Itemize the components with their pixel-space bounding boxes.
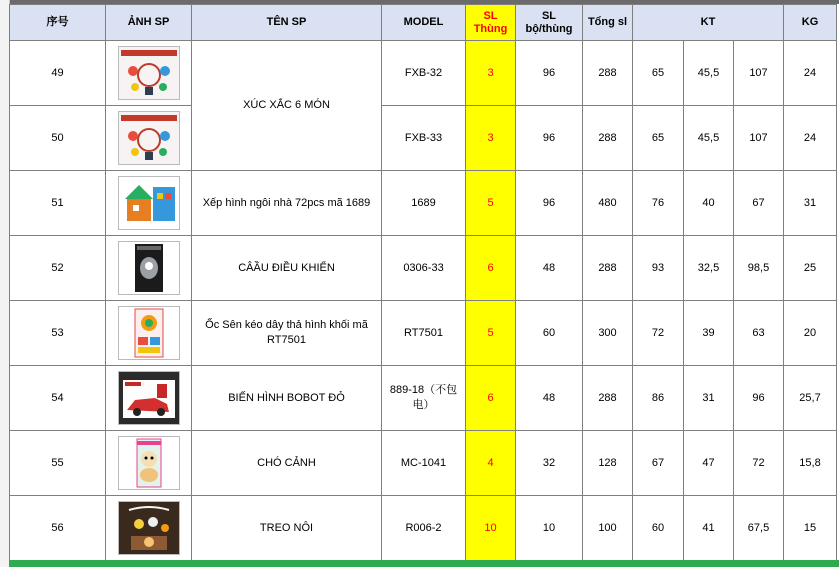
cell-kg[interactable]: 24 (784, 41, 837, 106)
product-table (9, 4, 837, 561)
cell-kt-width[interactable]: 41 (684, 496, 734, 561)
cell-stt[interactable]: 52 (10, 236, 106, 301)
cell-total[interactable]: 100 (583, 496, 633, 561)
header-sl-thung-line2: Thùng (473, 22, 508, 35)
table-row (10, 171, 837, 236)
cell-name[interactable]: TREO NÔI (192, 496, 382, 561)
cell-stt[interactable]: 55 (10, 431, 106, 496)
cell-kt-height[interactable]: 96 (734, 366, 784, 431)
header-sl-thung[interactable] (466, 5, 516, 41)
cell-image[interactable] (106, 106, 192, 171)
cell-stt[interactable]: 53 (10, 301, 106, 366)
cell-sl-thung[interactable]: 3 (466, 41, 516, 106)
cell-sl-bo[interactable]: 10 (516, 496, 583, 561)
cell-kt-width[interactable]: 47 (684, 431, 734, 496)
cell-total[interactable]: 288 (583, 236, 633, 301)
header-image[interactable]: ẢNH SP (106, 5, 192, 41)
cell-kt-height[interactable]: 72 (734, 431, 784, 496)
header-kg[interactable]: KG (784, 5, 837, 41)
cell-model[interactable]: MC-1041 (382, 431, 466, 496)
cell-kt-width[interactable]: 40 (684, 171, 734, 236)
cell-kt-width[interactable]: 45,5 (684, 41, 734, 106)
cell-name[interactable]: CHÓ CẢNH (192, 431, 382, 496)
cell-sl-thung[interactable]: 5 (466, 301, 516, 366)
table-row (10, 366, 837, 431)
cell-kg[interactable]: 24 (784, 106, 837, 171)
cell-sl-bo[interactable]: 48 (516, 236, 583, 301)
cell-model[interactable]: R006-2 (382, 496, 466, 561)
cell-model[interactable]: 1689 (382, 171, 466, 236)
cell-sl-bo[interactable]: 96 (516, 41, 583, 106)
thumb-dice-set[interactable] (118, 46, 180, 100)
cell-sl-bo[interactable]: 96 (516, 106, 583, 171)
table-row (10, 301, 837, 366)
table-row (10, 236, 837, 301)
cell-model[interactable]: FXB-33 (382, 106, 466, 171)
thumb-rc-toy[interactable] (118, 241, 180, 295)
cell-total[interactable]: 288 (583, 366, 633, 431)
next-row-band (9, 560, 839, 567)
cell-kt-height[interactable]: 107 (734, 106, 784, 171)
thumb-block-house[interactable] (118, 176, 180, 230)
thumb-toy-dog[interactable] (118, 436, 180, 490)
cell-sl-bo[interactable]: 48 (516, 366, 583, 431)
header-model[interactable]: MODEL (382, 5, 466, 41)
cell-kt-length[interactable]: 65 (633, 41, 684, 106)
cell-sl-thung[interactable]: 10 (466, 496, 516, 561)
cell-image[interactable] (106, 171, 192, 236)
cell-model[interactable]: FXB-32 (382, 41, 466, 106)
cell-sl-bo[interactable]: 32 (516, 431, 583, 496)
header-kt[interactable]: KT (633, 5, 784, 41)
cell-kt-length[interactable]: 65 (633, 106, 684, 171)
cell-kt-height[interactable]: 67,5 (734, 496, 784, 561)
header-total[interactable]: Tổng sl (583, 5, 633, 41)
cell-kg[interactable]: 15,8 (784, 431, 837, 496)
cell-image[interactable] (106, 431, 192, 496)
cell-name[interactable]: Ốc Sên kéo dây thả hình khối mã RT7501 (192, 301, 382, 366)
cell-stt[interactable]: 51 (10, 171, 106, 236)
thumb-dice-set[interactable] (118, 111, 180, 165)
cell-total[interactable]: 288 (583, 106, 633, 171)
cell-sl-thung[interactable]: 4 (466, 431, 516, 496)
cell-kt-width[interactable]: 32,5 (684, 236, 734, 301)
cell-name[interactable]: Xếp hình ngôi nhà 72pcs mã 1689 (192, 171, 382, 236)
thumb-crib-mobile[interactable] (118, 501, 180, 555)
cell-image[interactable] (106, 236, 192, 301)
cell-sl-bo[interactable]: 96 (516, 171, 583, 236)
cell-kt-length[interactable]: 93 (633, 236, 684, 301)
cell-image[interactable] (106, 496, 192, 561)
cell-kg[interactable]: 31 (784, 171, 837, 236)
cell-name[interactable]: CÂẦU ĐIỀU KHIỂN (192, 236, 382, 301)
cell-kg[interactable]: 15 (784, 496, 837, 561)
header-stt[interactable]: 序号 (10, 5, 106, 41)
cell-kt-height[interactable]: 63 (734, 301, 784, 366)
cell-kt-length[interactable]: 86 (633, 366, 684, 431)
cell-stt[interactable]: 56 (10, 496, 106, 561)
cell-name[interactable]: BIẾN HÌNH BOBOT ĐỎ (192, 366, 382, 431)
cell-kg[interactable]: 20 (784, 301, 837, 366)
thumb-snail[interactable] (118, 306, 180, 360)
cell-kt-width[interactable]: 45,5 (684, 106, 734, 171)
cell-kg[interactable]: 25 (784, 236, 837, 301)
cell-total[interactable]: 288 (583, 41, 633, 106)
cell-sl-thung[interactable]: 5 (466, 171, 516, 236)
table-row (10, 496, 837, 561)
cell-name[interactable]: XÚC XẮC 6 MÓN (192, 41, 382, 171)
header-name[interactable]: TÊN SP (192, 5, 382, 41)
header-row (10, 5, 837, 41)
cell-image[interactable] (106, 41, 192, 106)
header-sl-bo-line1: SL (541, 9, 557, 22)
header-sl-bo[interactable] (516, 5, 583, 41)
cell-kt-height[interactable]: 98,5 (734, 236, 784, 301)
cell-model[interactable]: RT7501 (382, 301, 466, 366)
cell-kt-height[interactable]: 107 (734, 41, 784, 106)
cell-kt-length[interactable]: 67 (633, 431, 684, 496)
cell-model[interactable]: 0306-33 (382, 236, 466, 301)
cell-image[interactable] (106, 301, 192, 366)
cell-kt-length[interactable]: 72 (633, 301, 684, 366)
cell-sl-bo[interactable]: 60 (516, 301, 583, 366)
cell-kt-height[interactable]: 67 (734, 171, 784, 236)
table-row (10, 106, 837, 171)
cell-total[interactable]: 128 (583, 431, 633, 496)
table-row (10, 431, 837, 496)
cell-model[interactable]: 889-18（不包电） (382, 366, 466, 431)
cell-kt-width[interactable]: 31 (684, 366, 734, 431)
cell-sl-thung[interactable]: 3 (466, 106, 516, 171)
cell-stt[interactable]: 49 (10, 41, 106, 106)
cell-sl-thung[interactable]: 6 (466, 366, 516, 431)
cell-kg[interactable]: 25,7 (784, 366, 837, 431)
cell-kt-width[interactable]: 39 (684, 301, 734, 366)
header-sl-thung-line1: SL (483, 9, 498, 22)
cell-stt[interactable]: 50 (10, 106, 106, 171)
cell-total[interactable]: 480 (583, 171, 633, 236)
cell-sl-thung[interactable]: 6 (466, 236, 516, 301)
cell-stt[interactable]: 54 (10, 366, 106, 431)
cell-image[interactable] (106, 366, 192, 431)
cell-kt-length[interactable]: 60 (633, 496, 684, 561)
thumb-robot-car[interactable] (118, 371, 180, 425)
header-sl-bo-line2: bộ/thùng (525, 22, 573, 35)
table-row (10, 41, 837, 106)
cell-kt-length[interactable]: 76 (633, 171, 684, 236)
cell-total[interactable]: 300 (583, 301, 633, 366)
